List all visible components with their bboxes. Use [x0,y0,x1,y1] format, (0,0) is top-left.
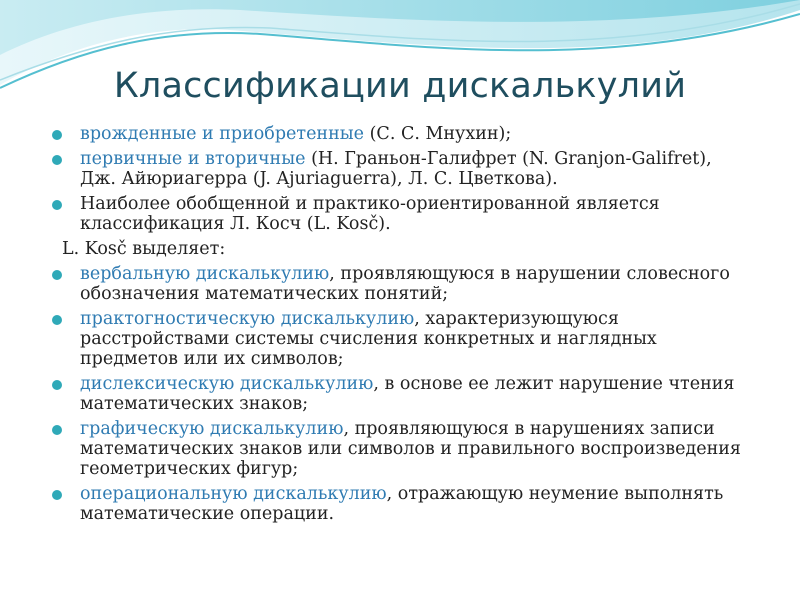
item-text: (Н. Граньон-Галифрет (N. Granjon-Galifret), Дж. Айюриагерра (J. Ajuriaguerra), Л. С. Цветкова). [80,149,712,189]
bullet-dot-icon [52,380,62,390]
list-item [52,374,752,414]
list-item [52,239,752,259]
item-text: , проявляющуюся в нарушении словесного обозначения математических понятий; [80,264,730,304]
item-text: (С. С. Мнухин); [364,124,512,144]
list-item [52,149,752,189]
list-item [52,309,752,369]
highlighted-term: вербальную дискалькулию [80,264,330,284]
list-item [52,124,752,144]
item-text: L. Kosč выделяет: [62,239,226,259]
list-item [52,419,752,479]
bullet-dot-icon [52,490,62,500]
bullet-dot-icon [52,130,62,140]
bullet-dot-icon [52,200,62,210]
highlighted-term: врожденные и приобретенные [80,124,365,144]
slide-title: Классификации дискалькулий [113,66,687,106]
list-item [52,484,752,524]
highlighted-term: практогностическую дискалькулию [80,309,415,329]
item-text: , в основе ее лежит нарушение чтения математических знаков; [80,374,735,414]
bullet-dot-icon [52,425,62,435]
bullet-list [52,124,752,529]
item-text: Наиболее обобщенной и практико-ориентированной является классификация Л. Косч (L. Kosč). [80,194,660,234]
bullet-dot-icon [52,315,62,325]
bullet-dot-icon [52,270,62,280]
highlighted-term: операциональную дискалькулию [80,484,387,504]
item-text: , характеризующуюся расстройствами системы счисления конкретных и наглядных предметов или их символов; [80,309,657,369]
highlighted-term: первичные и вторичные [80,149,306,169]
item-text: , отражающую неумение выполнять математические операции. [80,484,724,524]
highlighted-term: графическую дискалькулию [80,419,344,439]
item-text: , проявляющуюся в нарушениях записи математических знаков или символов и правильного воспроизведения геометрических фигур; [80,419,741,479]
bullet-dot-icon [52,155,62,165]
list-item [52,194,752,234]
highlighted-term: дислексическую дискалькулию [80,374,374,394]
list-item [52,264,752,304]
